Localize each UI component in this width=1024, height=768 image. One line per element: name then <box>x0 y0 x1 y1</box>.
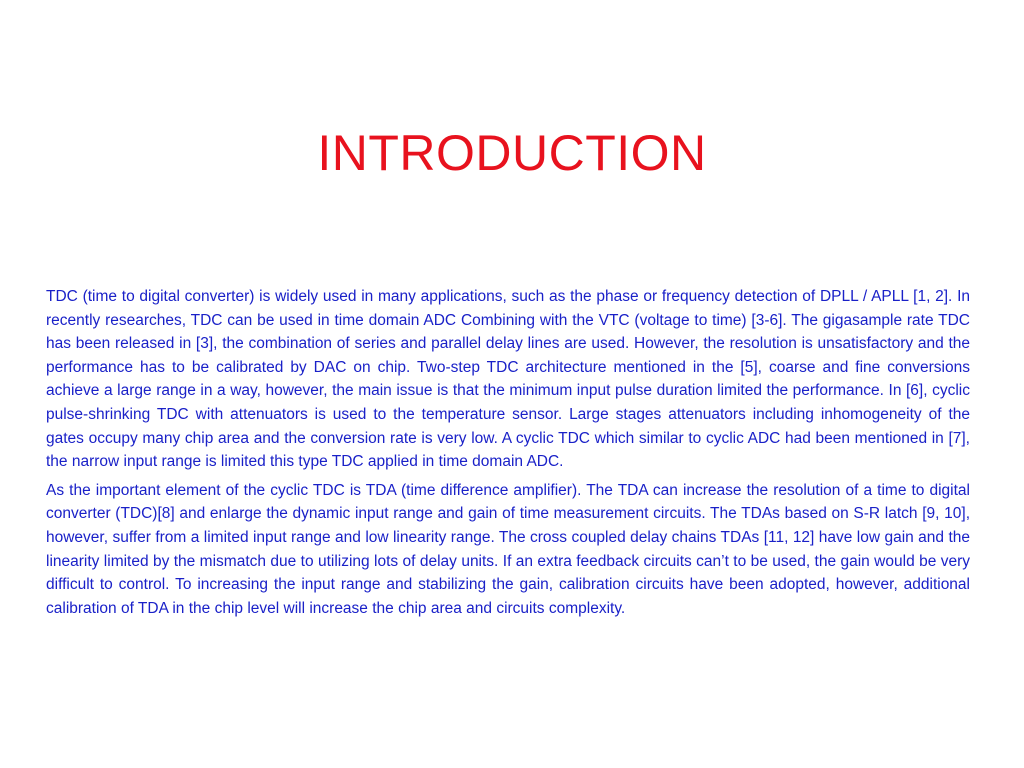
paragraph-1: TDC (time to digital converter) is widely used in many applications, such as the phase or frequency detection of DPLL / APLL [1, 2]. In recently researches, TDC can be used in time domain ADC Combining with the VTC (voltage to time) [3-6]. The gigasample rate TDC has been released in [3], the combination of series and parallel delay lines are used. However, the resolution is unsatisfactory and the performance has to be calibrated by DAC on chip. Two-step TDC architecture mentioned in the [5], coarse and fine conversions achieve a large range in a way, however, the main issue is that the minimum input pulse duration limited the performance. In [6], cyclic pulse-shrinking TDC with attenuators is used to the temperature sensor. Large stages attenuators including inhomogeneity of the gates occupy many chip area and the conversion rate is very low. A cyclic TDC which similar to cyclic ADC had been mentioned in [7], the narrow input range is limited this type TDC applied in time domain ADC. <box>46 288 970 471</box>
paragraph-2: As the important element of the cyclic TDC is TDA (time difference amplifier). The TDA can increase the resolution of a time to digital converter (TDC)[8] and enlarge the dynamic input range and gain of time measurement circuits. The TDAs based on S-R latch [9, 10], however, suffer from a limited input range and low linearity range. The cross coupled delay chains TDAs [11, 12] have low gain and the linearity limited by the mismatch due to utilizing lots of delay units. If an extra feedback circuits can’t to be used, the gain would be very difficult to control. To increasing the input range and stabilizing the gain, calibration circuits have been adopted, however, additional calibration of TDA in the chip level will increase the chip area and circuits complexity. <box>46 481 970 617</box>
slide-title: INTRODUCTION <box>317 125 707 181</box>
slide-body <box>46 285 970 625</box>
